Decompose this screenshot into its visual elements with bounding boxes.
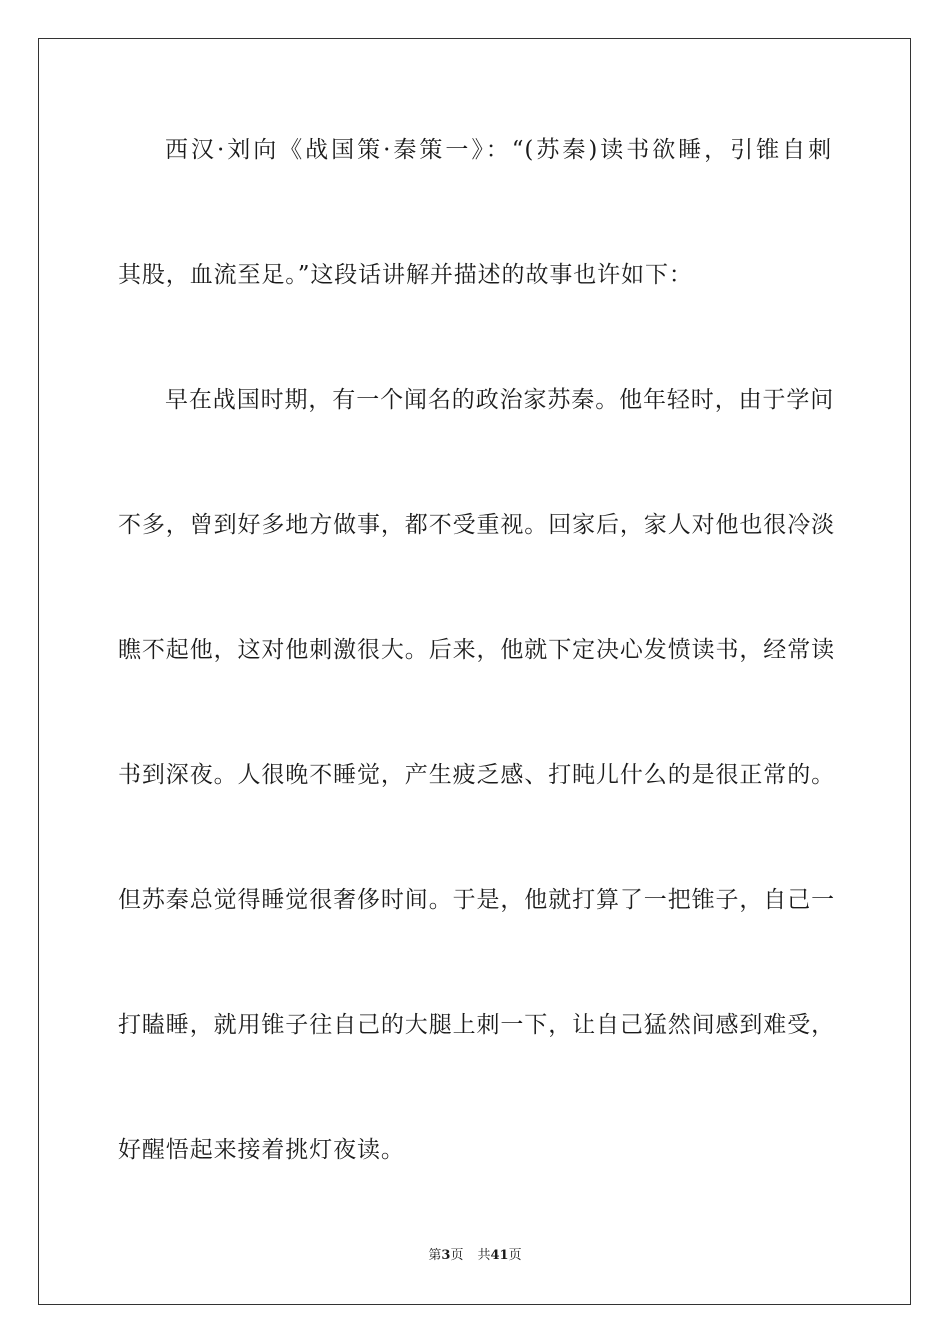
total-suffix: 页 (508, 1248, 522, 1263)
total-prefix: 共 (477, 1248, 491, 1263)
paragraph-2-line-2: 不多，曾到好多地方做事，都不受重视。回家后，家人对他也很冷淡 (118, 512, 835, 538)
page-prefix: 第 (428, 1248, 442, 1263)
total-pages: 41 (490, 1248, 509, 1263)
page-number: 3 (441, 1248, 451, 1263)
paragraph-2-line-7: 好醒悟起来接着挑灯夜读。 (118, 1137, 405, 1163)
paragraph-2-line-4: 书到深夜。人很晚不睡觉，产生疲乏感、打盹儿什么的是很正常的。 (118, 762, 835, 788)
paragraph-2-line-3: 瞧不起他，这对他刺激很大。后来，他就下定决心发愤读书，经常读 (118, 637, 835, 663)
paragraph-2-line-1: 早在战国时期，有一个闻名的政治家苏秦。他年轻时，由于学问 (165, 387, 835, 413)
page-border (38, 38, 911, 1305)
paragraph-2-line-5: 但苏秦总觉得睡觉很奢侈时间。于是，他就打算了一把锥子，自己一 (118, 887, 835, 913)
page-footer (0, 1247, 950, 1265)
paragraph-1-line-2: 其股，血流至足。”这段话讲解并描述的故事也许如下： (118, 262, 693, 288)
page-suffix: 页 (450, 1248, 464, 1263)
paragraph-1-line-1: 西汉·刘向《战国策·秦策一》：“(苏秦)读书欲睡，引锥自刺 (165, 137, 832, 163)
paragraph-2-line-6: 打瞌睡，就用锥子往自己的大腿上刺一下，让自己猛然间感到难受， (118, 1012, 835, 1038)
